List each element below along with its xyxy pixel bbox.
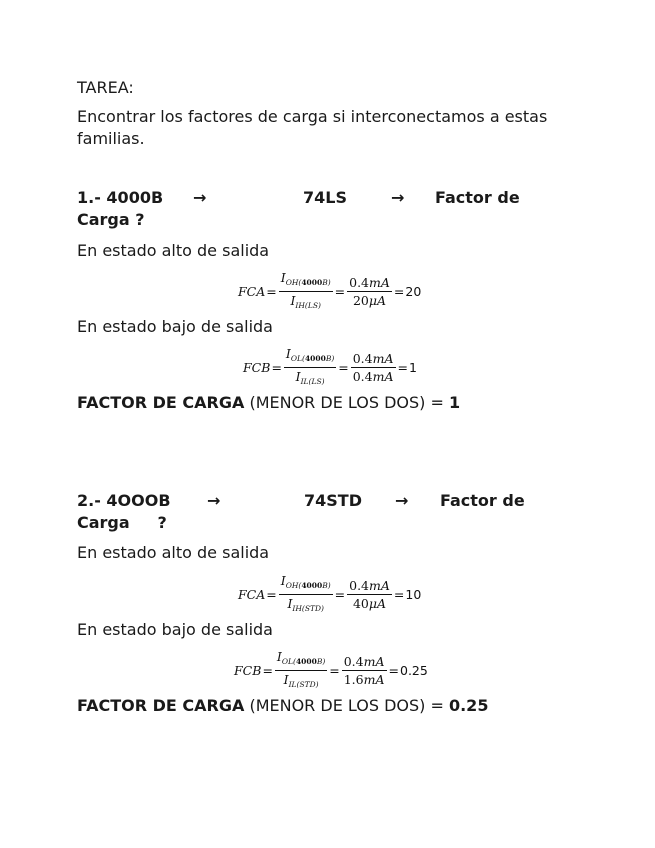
section-2-fca-formula: FCA = $\frac{I_{OH(4000B)}}{I_{IH(STD)}}$ = $\frac{0.4mA}{40\mu A}$ = 10 <box>238 573 422 613</box>
section-1-factor-label: Factor de <box>435 188 520 207</box>
section-1-high-label: En estado alto de salida <box>77 241 270 260</box>
section-2-high-label: En estado alto de salida <box>77 543 270 562</box>
arrow-icon: → <box>395 491 409 510</box>
section-1-conclusion: FACTOR DE CARGA (MENOR DE LOS DOS) = 1 <box>77 393 461 412</box>
section-1-low-label: En estado bajo de salida <box>77 317 273 336</box>
section-1-heading-line2: Carga ? <box>77 210 145 229</box>
section-1-fca-result: 20 <box>405 284 422 299</box>
section-2-heading-line2: Carga ? <box>77 513 167 532</box>
section-1-factor-value: 1 <box>448 393 461 412</box>
section-1-fcb-result: 1 <box>409 360 417 375</box>
section-2-target: 74STD <box>304 491 362 510</box>
section-2-fca-result: 10 <box>405 587 422 602</box>
section-2-fcb-formula: FCB = $\frac{I_{OL(4000B)}}{I_{IL(STD)}}$ = $\frac{0.4mA}{1.6mA}$ = 0.25 <box>234 649 428 689</box>
section-2-conclusion: FACTOR DE CARGA (MENOR DE LOS DOS) = 0.25 <box>77 696 489 715</box>
section-1-source: 1.- 4000B <box>77 188 164 207</box>
section-2-factor-label: Factor de <box>440 491 525 510</box>
section-2-fcb-result: 0.25 <box>400 663 428 678</box>
section-2-low-label: En estado bajo de salida <box>77 620 273 639</box>
section-1-fca-formula: FCA = $\frac{I_{OH(4000B)}}{I_{IH(LS)}}$ = $\frac{0.4mA}{20\mu A}$ = 20 <box>238 270 422 310</box>
section-1-fcb-formula: FCB = $\frac{I_{OL(4000B)}}{I_{IL(LS)}}$ = $\frac{0.4mA}{0.4mA}$ = 1 <box>243 346 417 386</box>
section-1-heading <box>77 187 547 231</box>
task-intro: Encontrar los factores de carga si interconectamos a estas familias. <box>77 107 548 148</box>
arrow-icon: → <box>193 188 207 207</box>
arrow-icon: → <box>207 491 221 510</box>
section-2-source: 2.- 4OOOB <box>77 491 171 510</box>
section-2-heading <box>77 490 547 534</box>
section-1-target: 74LS <box>303 188 347 207</box>
section-2-factor-value: 0.25 <box>448 696 489 715</box>
arrow-icon: → <box>391 188 405 207</box>
task-title: TAREA: <box>77 78 134 97</box>
